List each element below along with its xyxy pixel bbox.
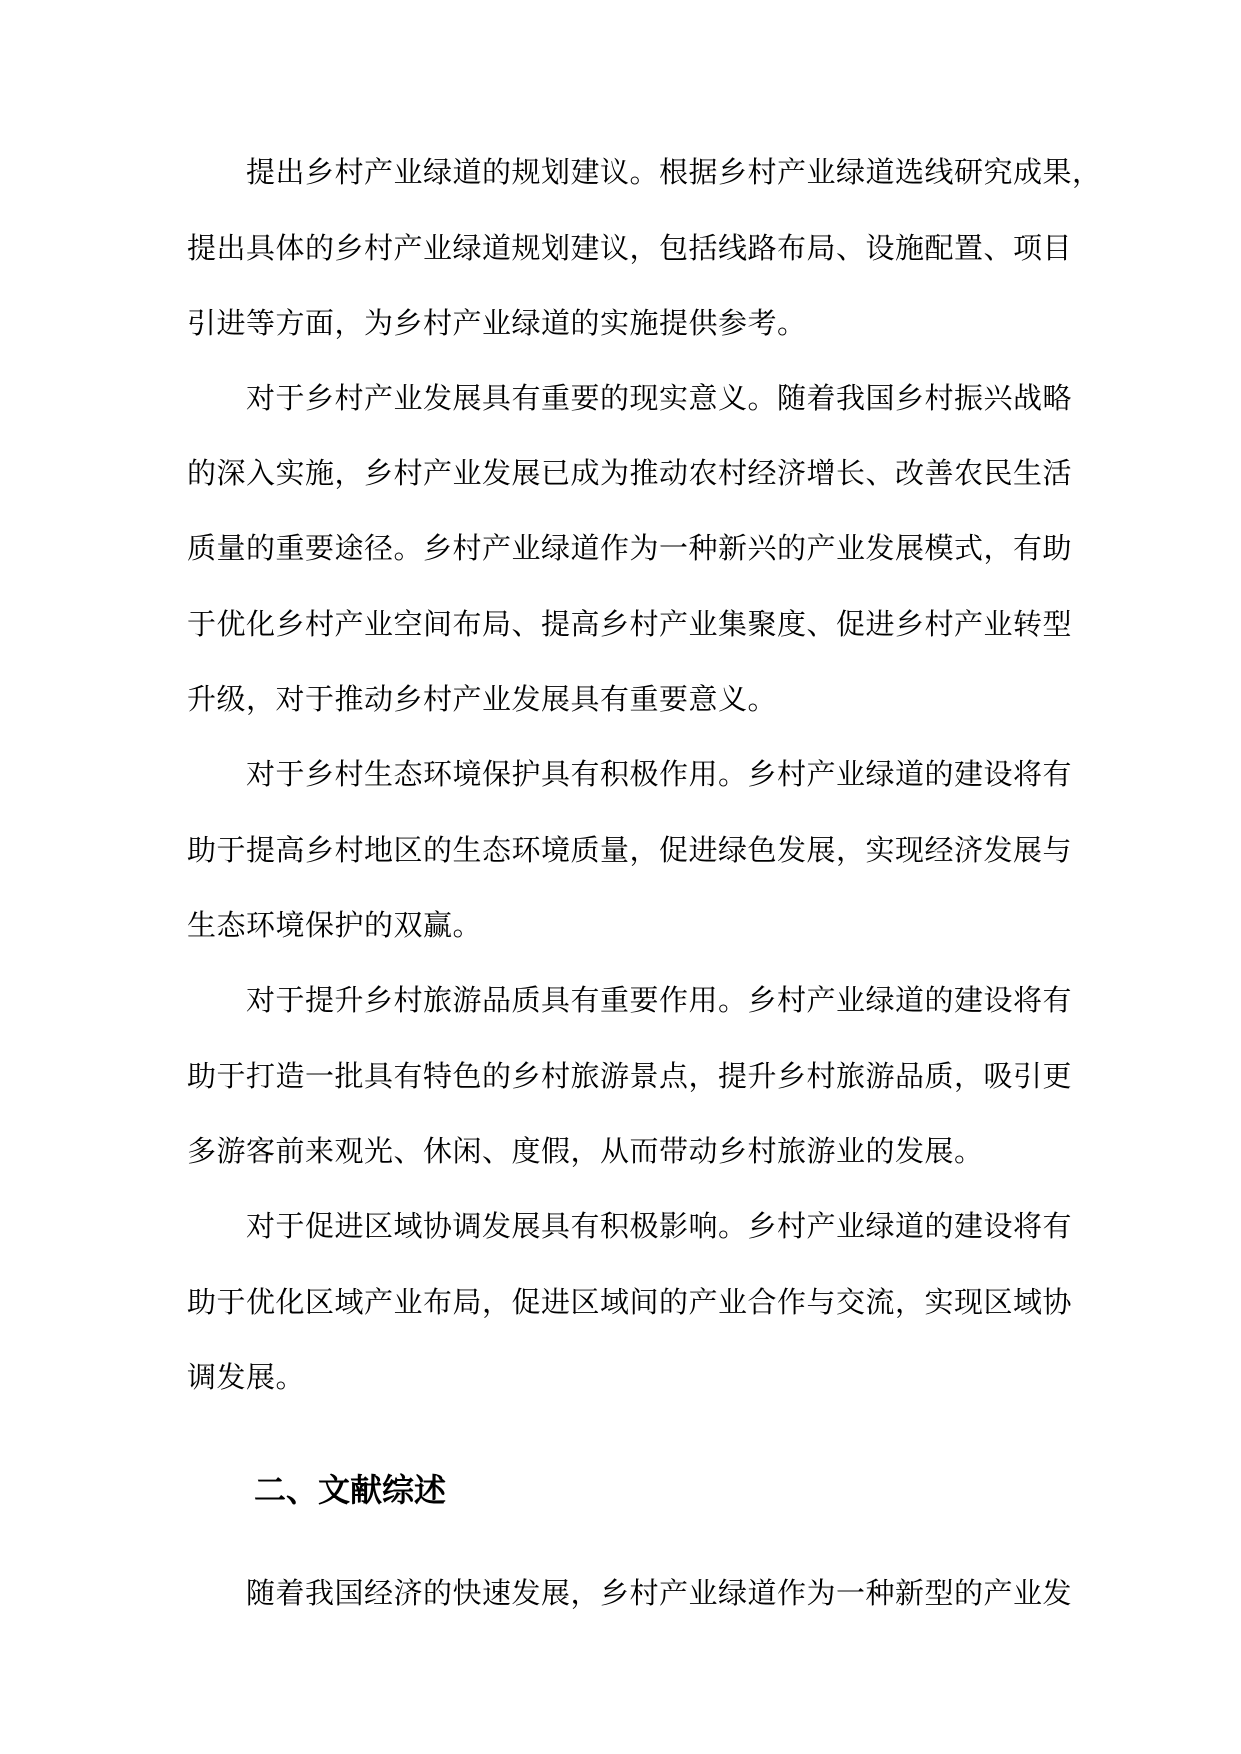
paragraph-line: 提出具体的乡村产业绿道规划建议，包括线路布局、设施配置、项目 — [187, 231, 1073, 265]
paragraph-line: 对于乡村生态环境保护具有积极作用。乡村产业绿道的建设将有 — [246, 757, 1073, 791]
paragraph-line: 引进等方面，为乡村产业绿道的实施提供参考。 — [187, 306, 807, 340]
paragraph-line: 质量的重要途径。乡村产业绿道作为一种新兴的产业发展模式，有助 — [187, 531, 1073, 565]
paragraph-line: 随着我国经济的快速发展，乡村产业绿道作为一种新型的产业发 — [246, 1576, 1073, 1610]
paragraph-line: 助于提高乡村地区的生态环境质量，促进绿色发展，实现经济发展与 — [187, 833, 1073, 867]
paragraph-line: 升级，对于推动乡村产业发展具有重要意义。 — [187, 682, 778, 716]
section-heading: 二、文献综述 — [254, 1471, 447, 1509]
paragraph-line: 对于提升乡村旅游品质具有重要作用。乡村产业绿道的建设将有 — [246, 983, 1073, 1017]
paragraph-line: 对于促进区域协调发展具有积极影响。乡村产业绿道的建设将有 — [246, 1209, 1073, 1243]
paragraph-line: 调发展。 — [187, 1360, 306, 1394]
paragraph-line: 提出乡村产业绿道的规划建议。根据乡村产业绿道选线研究成果， — [246, 155, 1102, 189]
paragraph-line: 助于优化区域产业布局，促进区域间的产业合作与交流，实现区域协 — [187, 1285, 1073, 1319]
paragraph-line: 于优化乡村产业空间布局、提高乡村产业集聚度、促进乡村产业转型 — [187, 607, 1073, 641]
paragraph-line: 多游客前来观光、休闲、度假，从而带动乡村旅游业的发展。 — [187, 1134, 984, 1168]
paragraph-line: 生态环境保护的双赢。 — [187, 908, 483, 942]
paragraph-line: 对于乡村产业发展具有重要的现实意义。随着我国乡村振兴战略 — [246, 381, 1073, 415]
paragraph-line: 的深入实施，乡村产业发展已成为推动农村经济增长、改善农民生活 — [187, 456, 1073, 490]
paragraph-line: 助于打造一批具有特色的乡村旅游景点，提升乡村旅游品质，吸引更 — [187, 1059, 1073, 1093]
